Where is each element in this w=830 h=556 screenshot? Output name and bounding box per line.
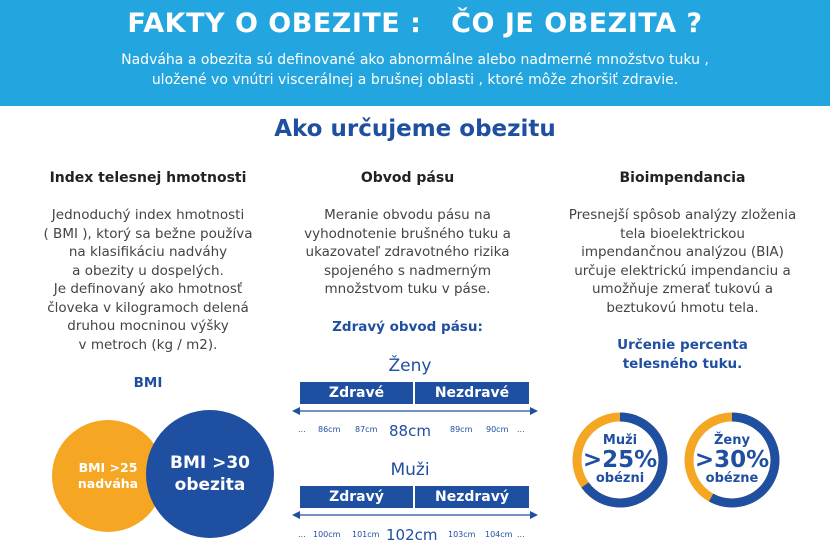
men-ring-value: >25% <box>582 447 658 473</box>
bmi-overweight-value: BMI >25 <box>78 460 138 475</box>
men-tick-label: 100cm <box>313 530 341 539</box>
women-dots-right: ... <box>517 425 525 434</box>
bia-label-line: Určenie percenta <box>617 337 748 353</box>
bmi-obesity-label: obezita <box>174 475 246 495</box>
bmi-text-line: druhou mocninou výšky <box>67 318 229 334</box>
bmi-text-line: a obezity u dospelých. <box>72 262 224 279</box>
men-tick-label: 103cm <box>448 530 476 539</box>
men-ring-text <box>570 410 670 510</box>
women-ring-text <box>682 410 782 510</box>
men-ring-bottom: obézni <box>595 471 645 486</box>
bmi-text-line: v metroch (kg / m2). <box>78 336 218 353</box>
waist-text-line: vyhodnotenie brušného tuku a <box>304 225 511 242</box>
women-scale-title: Ženy <box>388 356 432 376</box>
women-tick-label: 86cm <box>318 425 341 434</box>
women-unhealthy-segment: Nezdravé <box>415 382 529 404</box>
men-dots-left: ... <box>298 530 306 539</box>
bmi-description <box>8 206 288 354</box>
bmi-heading: Index telesnej hmotnosti <box>49 170 247 186</box>
waist-heading: Obvod pásu <box>360 170 455 186</box>
bmi-text-line: človeka v kilogramoch delená <box>47 299 249 316</box>
bmi-text-line: Je definovaný ako hmotnosť <box>53 281 243 297</box>
banner-subtitle <box>0 50 830 90</box>
bia-text-line: tela bioelektrickou <box>620 225 745 242</box>
waist-label: Zdravý obvod pásu: <box>332 319 483 335</box>
women-ring-bottom: obézne <box>705 471 759 486</box>
waist-text-line: ukazovateľ zdravotného rizika <box>305 244 510 260</box>
bmi-obesity-value: BMI >30 <box>169 453 251 473</box>
men-ring-top: Muži <box>602 433 638 448</box>
bia-text-line: určuje elektrickú impendanciu a <box>574 262 791 279</box>
men-healthy-segment: Zdravý <box>300 486 413 508</box>
banner-subtitle-line-1: Nadváha a obezita sú definované ako abnormálne alebo nadmerné množstvo tuku , <box>121 52 709 68</box>
waist-text-line: Meranie obvodu pásu na <box>324 207 491 223</box>
women-dots-left: ... <box>298 425 306 434</box>
women-healthy-segment: Zdravé <box>300 382 413 404</box>
bia-text-line: umožňuje zmerať tukovú a <box>591 281 774 297</box>
bia-text-line: Presnejší spôsob analýzy zloženia <box>568 207 797 223</box>
waist-description <box>290 206 525 299</box>
men-tick-label: 101cm <box>352 530 380 539</box>
bmi-overweight-label: nadváha <box>77 476 139 491</box>
women-tick-label: 87cm <box>355 425 378 434</box>
men-body-fat-ring <box>570 410 670 510</box>
men-dots-right: ... <box>517 530 525 539</box>
men-center-label: 102cm <box>386 526 438 544</box>
women-center-label: 88cm <box>389 422 431 440</box>
bmi-label: BMI <box>133 375 163 391</box>
women-body-fat-ring <box>682 410 782 510</box>
bmi-obesity-circle <box>146 410 274 538</box>
women-tick-label: 90cm <box>486 425 509 434</box>
men-scale-axis <box>292 508 538 522</box>
waist-text-line: množstvom tuku v páse. <box>324 281 491 297</box>
bmi-text-line: Jednoduchý index hmotnosti <box>51 207 245 223</box>
men-unhealthy-segment: Nezdravý <box>415 486 529 508</box>
page-title: Ako určujeme obezitu <box>274 116 556 142</box>
header-banner <box>0 0 830 106</box>
banner-subtitle-line-2: uložené vo vnútri viscerálnej a brušnej oblasti , ktoré môže zhoršiť zdravie. <box>151 72 679 88</box>
women-ring-value: >30% <box>694 447 770 473</box>
bia-description <box>540 206 825 317</box>
men-tick-label: 104cm <box>485 530 513 539</box>
bia-text-line: beztukovú hmotu tela. <box>606 299 759 316</box>
bia-text-line: impendančnou analýzou (BIA) <box>581 244 784 260</box>
bia-label-line: telesného tuku. <box>622 356 743 372</box>
bia-label <box>580 336 785 374</box>
women-scale-axis <box>292 404 538 418</box>
women-ring-top: Ženy <box>714 433 750 448</box>
men-scale-title: Muži <box>390 460 430 480</box>
bmi-text-line: ( BMI ), ktorý sa bežne používa <box>43 225 253 242</box>
women-tick-label: 89cm <box>450 425 473 434</box>
banner-title: FAKTY O OBEZITE : ČO JE OBEZITA ? <box>127 8 703 39</box>
waist-text-line: spojeného s nadmerným <box>323 262 492 279</box>
bia-heading: Bioimpendancia <box>619 170 746 186</box>
bmi-text-line: na klasifikáciu nadváhy <box>68 244 228 260</box>
